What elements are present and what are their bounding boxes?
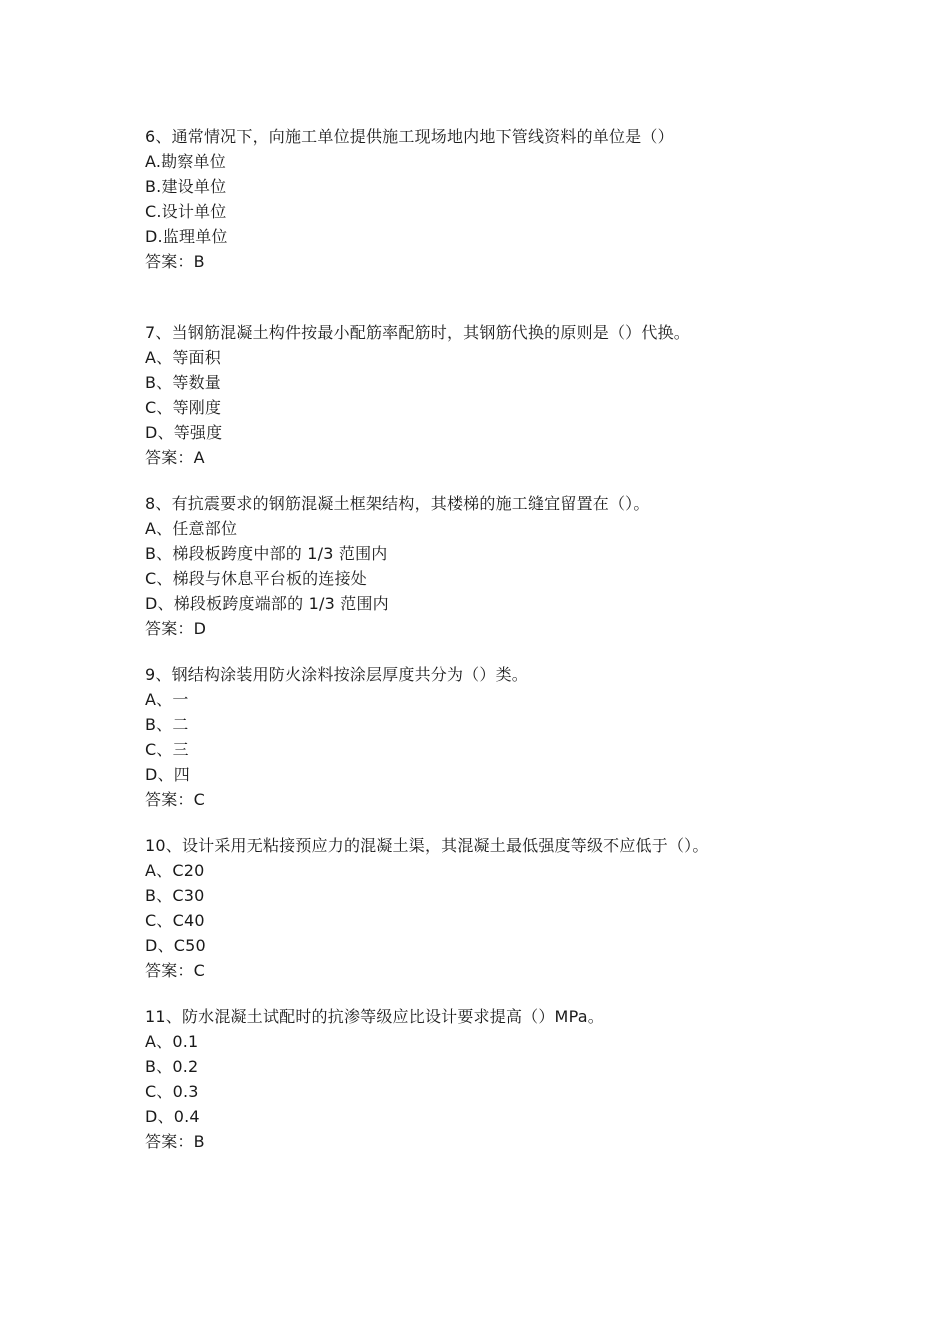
option-d: D、四	[145, 765, 190, 784]
option-d: D、等强度	[145, 423, 223, 442]
answer: 答案：C	[145, 790, 205, 809]
option-c: C、三	[145, 740, 189, 759]
question-6	[145, 124, 925, 274]
option-a: A、C20	[145, 861, 205, 880]
answer: 答案：B	[145, 252, 205, 271]
option-d: D.监理单位	[145, 227, 228, 246]
option-c: C.设计单位	[145, 202, 227, 221]
answer: 答案：D	[145, 619, 207, 638]
option-d: D、梯段板跨度端部的 1/3 范围内	[145, 594, 389, 613]
question-10	[145, 833, 925, 983]
question-8	[145, 491, 925, 641]
option-b: B、梯段板跨度中部的 1/3 范围内	[145, 544, 388, 563]
option-b: B.建设单位	[145, 177, 227, 196]
answer: 答案：C	[145, 961, 205, 980]
question-stem: 7、当钢筋混凝土构件按最小配筋率配筋时，其钢筋代换的原则是（）代换。	[145, 323, 690, 342]
option-a: A、任意部位	[145, 519, 238, 538]
question-stem: 11、防水混凝土试配时的抗渗等级应比设计要求提高（）MPa。	[145, 1007, 604, 1026]
option-b: B、0.2	[145, 1057, 199, 1076]
option-b: B、二	[145, 715, 189, 734]
question-9	[145, 662, 925, 812]
option-a: A、等面积	[145, 348, 221, 367]
option-d: D、0.4	[145, 1107, 200, 1126]
option-a: A、一	[145, 690, 189, 709]
answer: 答案：A	[145, 448, 205, 467]
question-7	[145, 320, 925, 470]
option-d: D、C50	[145, 936, 206, 955]
question-11	[145, 1004, 925, 1154]
option-a: A.勘察单位	[145, 152, 226, 171]
answer: 答案：B	[145, 1132, 205, 1151]
option-b: B、C30	[145, 886, 205, 905]
question-stem: 10、设计采用无粘接预应力的混凝土渠，其混凝土最低强度等级不应低于（）。	[145, 836, 709, 855]
question-stem: 6、通常情况下，向施工单位提供施工现场地内地下管线资料的单位是（）	[145, 127, 674, 146]
question-stem: 9、钢结构涂装用防火涂料按涂层厚度共分为（）类。	[145, 665, 528, 684]
option-c: C、梯段与休息平台板的连接处	[145, 569, 367, 588]
option-c: C、C40	[145, 911, 205, 930]
option-c: C、等刚度	[145, 398, 222, 417]
option-a: A、0.1	[145, 1032, 199, 1051]
option-c: C、0.3	[145, 1082, 199, 1101]
question-stem: 8、有抗震要求的钢筋混凝土框架结构，其楼梯的施工缝宜留置在（）。	[145, 494, 650, 513]
option-b: B、等数量	[145, 373, 221, 392]
